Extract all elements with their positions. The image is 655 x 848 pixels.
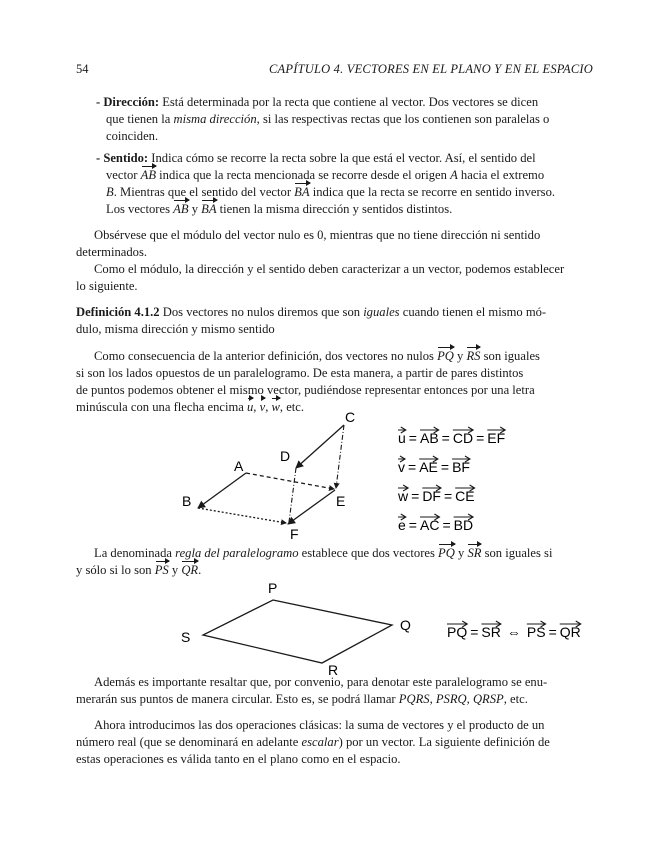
point-d-label: D — [280, 448, 291, 464]
point-f-label: F — [290, 526, 299, 542]
text: hacia el extremo — [457, 168, 545, 182]
vector-v: v — [259, 400, 266, 414]
chapter-title: CAPÍTULO 4. VECTORES EN EL PLANO Y EN EL ESPACIO — [269, 62, 593, 76]
equation-term: AC — [419, 517, 440, 533]
equation-term: CD — [452, 430, 474, 446]
text: , si las respectivas rectas que los contienen son paralelas o — [256, 112, 550, 126]
relation-term: PQ — [447, 624, 468, 640]
text: y — [188, 202, 202, 216]
vector-ab: AB — [140, 168, 157, 182]
equation-lhs: e — [398, 517, 406, 533]
math-name: QRSP — [472, 692, 504, 706]
text: si son los lados opuestos de un paralelogramo. De esta manera, a partir de pares distintos — [76, 366, 524, 380]
text: merarán sus puntos de manera circular. Esto es, se podrá llamar — [76, 692, 399, 706]
equals-sign: = — [476, 430, 485, 446]
segment-df — [289, 468, 296, 522]
text: Los vectores — [106, 202, 174, 216]
definition-title: Definición 4.1.2 — [76, 305, 160, 319]
emphasis: iguales — [363, 305, 400, 319]
text: y — [454, 546, 468, 560]
equals-sign: = — [408, 430, 417, 446]
paragraph-regla-paralelogramo — [76, 545, 591, 579]
text: dulo, misma dirección y mismo sentido — [76, 322, 275, 336]
equals-sign: = — [443, 488, 453, 504]
vector-rs: RS — [466, 349, 481, 363]
vector-ba: BA — [294, 185, 310, 199]
text: . Mientras que el sentido del vector — [113, 185, 295, 199]
segment-ab — [198, 473, 246, 508]
text: vector — [106, 168, 141, 182]
text: ) por un vector. La siguiente definición de — [338, 735, 550, 749]
bullet-sentido — [96, 150, 592, 218]
text: de puntos podemos obtener el mismo vector, pudiéndose representar entonces por una letra — [76, 383, 535, 397]
equation-term: DF — [422, 488, 441, 504]
segment-bf — [198, 508, 286, 523]
relation-term: SR — [481, 624, 501, 640]
paragraph-vector-nulo — [76, 227, 591, 261]
text: Como consecuencia de la anterior definición, dos vectores no nulos — [94, 349, 438, 363]
equals-sign: = — [408, 517, 417, 533]
paragraph-caracterizar — [76, 261, 591, 295]
text: , etc. — [279, 400, 305, 414]
text: , etc. — [503, 692, 528, 706]
segment-ef — [288, 490, 335, 524]
equals-sign: = — [548, 624, 557, 640]
text: establece que dos vectores — [298, 546, 439, 560]
equation-term: CE — [455, 488, 475, 504]
paragraph-convenio — [76, 674, 591, 708]
text: minúscula con una flecha encima — [76, 400, 247, 414]
bullet-direccion — [96, 94, 592, 145]
point-b-label: B — [182, 493, 192, 509]
point-c-label: C — [345, 409, 356, 425]
vector-ps: PS — [154, 563, 169, 577]
text: que tienen la — [106, 112, 174, 126]
vector-u: u — [247, 400, 254, 414]
vector-pq: PQ — [437, 349, 454, 363]
equals-sign: = — [440, 459, 450, 475]
vector-equalities — [397, 427, 505, 533]
figure-vectors — [0, 405, 655, 545]
text: . — [198, 563, 202, 577]
segment-ae — [246, 473, 334, 489]
text: La denominada — [94, 546, 176, 560]
text: son iguales — [480, 349, 540, 363]
math-name: PQRS — [398, 692, 430, 706]
vector-w: w — [271, 400, 280, 414]
point-r-label: R — [328, 662, 339, 678]
text: , — [253, 400, 260, 414]
text: Obsérvese que el módulo del vector nulo es 0, mientras que no tiene dirección ni sentido — [94, 228, 541, 242]
text: determinados. — [76, 245, 147, 259]
text: y sólo si lo son — [76, 563, 155, 577]
equation-term: BF — [452, 459, 470, 475]
text: número real (que se denominará en adelante — [76, 735, 302, 749]
vector-sr: SR — [467, 546, 482, 560]
page-number: 54 — [76, 62, 89, 76]
sentido-label: - Sentido: — [96, 151, 149, 165]
emphasis: misma dirección — [173, 112, 257, 126]
equals-sign: = — [470, 624, 479, 640]
text: indica que la recta se recorre en sentido inverso. — [309, 185, 556, 199]
vector-ab: AB — [173, 202, 189, 216]
math-var: A — [450, 168, 458, 182]
text: , — [429, 692, 436, 706]
text: y — [168, 563, 182, 577]
math-var: B — [106, 185, 114, 199]
text: tienen la misma dirección y sentidos distintos. — [216, 202, 453, 216]
text: indica que la recta mencionada se recorre desde el origen — [156, 168, 451, 182]
text: Indica cómo se recorre la recta sobre la que está el vector. Así, el sentido del — [148, 151, 536, 165]
text: , — [466, 692, 473, 706]
text: y — [453, 349, 467, 363]
point-q-label: Q — [400, 617, 411, 633]
text: , — [265, 400, 272, 414]
iff-sign: ⇔ — [506, 624, 521, 640]
equation-term: EF — [487, 430, 506, 446]
equals-sign: = — [442, 517, 451, 533]
text: cuando tienen el mismo mó- — [399, 305, 547, 319]
equals-sign: = — [441, 430, 450, 446]
parallelogram-pqrs — [203, 600, 392, 663]
equation-term: BD — [453, 517, 474, 533]
text: lo siguiente. — [76, 279, 138, 293]
text: Ahora introducimos las dos operaciones clásicas: la suma de vectores y el producto de un — [94, 718, 545, 732]
direccion-label: - Dirección: — [96, 95, 160, 109]
parallelogram-relation — [447, 621, 581, 640]
text: son iguales si — [481, 546, 553, 560]
point-a-label: A — [234, 458, 244, 474]
text: Está determinada por la recta que contiene al vector. Dos vectores se dicen — [159, 95, 539, 109]
equation-term: AB — [419, 430, 439, 446]
segment-ce — [336, 425, 344, 488]
vector-pq: PQ — [438, 546, 455, 560]
relation-term: PS — [526, 624, 546, 640]
point-p-label: P — [268, 580, 278, 596]
emphasis: regla del paralelogramo — [175, 546, 299, 560]
relation-term: QR — [559, 624, 581, 640]
text: Además es importante resaltar que, por convenio, para denotar este paralelogramo se enu- — [94, 675, 548, 689]
text: Como el módulo, la dirección y el sentido deben caracterizar a un vector, podemos establecer — [94, 262, 565, 276]
segment-cd — [296, 425, 344, 468]
text: coinciden. — [106, 129, 159, 143]
equation-lhs: v — [398, 459, 405, 475]
equation-lhs: u — [398, 430, 406, 446]
definition-4-1-2 — [76, 304, 591, 338]
point-e-label: E — [336, 493, 346, 509]
math-name: PSRQ — [435, 692, 467, 706]
equals-sign: = — [408, 459, 417, 475]
paragraph-operaciones — [76, 717, 591, 768]
text: estas operaciones es válida tanto en el plano como en el espacio. — [76, 752, 401, 766]
equals-sign: = — [411, 488, 420, 504]
figure-parallelogram — [0, 578, 655, 678]
point-s-label: S — [181, 629, 191, 645]
equation-term: AE — [419, 459, 438, 475]
emphasis: escalar — [301, 735, 339, 749]
vector-qr: QR — [181, 563, 199, 577]
text: Dos vectores no nulos diremos que son — [159, 305, 364, 319]
vector-ba: BA — [201, 202, 217, 216]
equation-lhs: w — [398, 488, 409, 504]
